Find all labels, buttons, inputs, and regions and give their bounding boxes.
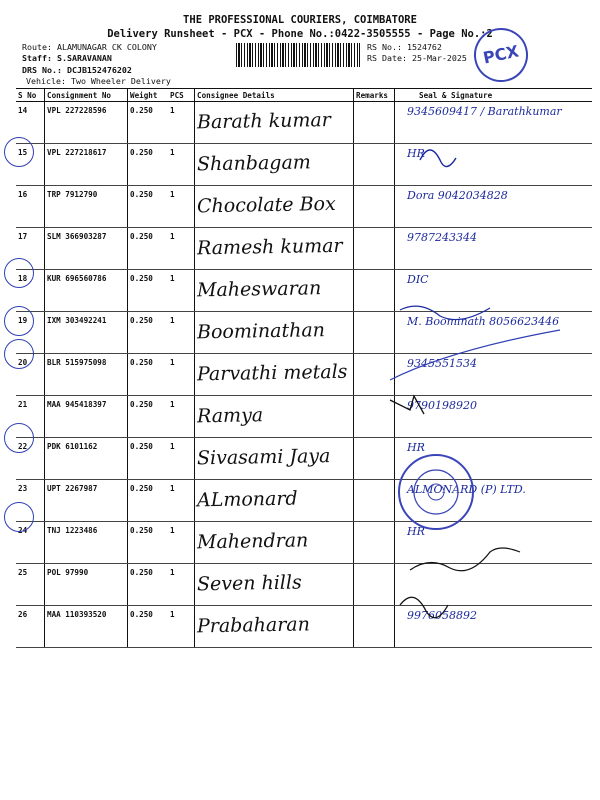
- row-pcs-text: 1: [170, 148, 175, 157]
- row-pcs: [168, 312, 195, 354]
- row-sno-text: 20: [18, 358, 28, 367]
- row-consignee: [195, 606, 354, 648]
- row-sno-text: 15: [18, 148, 28, 157]
- row-consignee: [195, 564, 354, 606]
- row-consignee-text: Ramesh kumar: [196, 234, 343, 260]
- row-consignee: [195, 522, 354, 564]
- row-weight-text: 0.250: [130, 190, 153, 199]
- row-pcs: [168, 480, 195, 522]
- row-consignee: [195, 438, 354, 480]
- route-label: Route: ALAMUNAGAR CK COLONY: [22, 42, 157, 52]
- pcx-stamp-text: PCX: [481, 41, 521, 68]
- row-consignment-no-text: BLR 515975098: [47, 358, 107, 367]
- tick-circle: [4, 502, 34, 532]
- row-pcs: [168, 354, 195, 396]
- drs-label: DRS No.: DCJB152476202: [22, 65, 132, 75]
- row-consignee: [195, 480, 354, 522]
- row-consignee-text: Shanbagam: [196, 151, 312, 176]
- row-seal-signature-text: Dora 9042034828: [407, 189, 508, 202]
- row-consignee-text: Boominathan: [196, 319, 326, 344]
- col-weight: Weight: [128, 89, 169, 102]
- row-consignee-text: Seven hills: [196, 571, 302, 596]
- row-sno-text: 26: [18, 610, 28, 619]
- row-consignment-no-text: PDK 6101162: [47, 442, 98, 451]
- row-pcs-text: 1: [170, 316, 175, 325]
- row-sno-text: 23: [18, 484, 28, 493]
- barcode: [236, 43, 360, 67]
- row-pcs-text: 1: [170, 526, 175, 535]
- row-weight-text: 0.250: [130, 232, 153, 241]
- row-consignment-no-text: SLM 366903287: [47, 232, 107, 241]
- row-seal-signature-text: HR: [407, 147, 425, 160]
- col-remarks: Remarks: [354, 89, 395, 102]
- row-weight-text: 0.250: [130, 610, 153, 619]
- row-weight: [128, 564, 169, 606]
- row-pcs: [168, 102, 195, 144]
- row-sno: [16, 564, 45, 606]
- row-consignee-text: Parvathi metals: [196, 360, 348, 386]
- row-pcs: [168, 396, 195, 438]
- staff-label: Staff: S.SARAVANAN: [22, 53, 112, 63]
- row-seal-signature-text: M. Boominath 8056623446: [407, 315, 560, 328]
- row-weight-text: 0.250: [130, 526, 153, 535]
- row-consignment-no-text: VPL 227218617: [47, 148, 107, 157]
- row-consignee: [195, 270, 354, 312]
- row-consignment-no-text: POL 97990: [47, 568, 89, 577]
- row-consignment-no: [45, 522, 128, 564]
- row-sno: [16, 606, 45, 648]
- tick-circle: [4, 137, 34, 167]
- row-consignment-no: [45, 144, 128, 186]
- row-consignment-no: [45, 228, 128, 270]
- row-pcs: [168, 564, 195, 606]
- row-weight: [128, 270, 169, 312]
- row-consignee-text: ALmonard: [196, 487, 298, 512]
- row-consignment-no: [45, 396, 128, 438]
- row-consignment-no: [45, 606, 128, 648]
- row-consignee-text: Chocolate Box: [196, 192, 336, 218]
- row-pcs-text: 1: [170, 274, 175, 283]
- row-sno-text: 18: [18, 274, 28, 283]
- row-pcs-text: 1: [170, 610, 175, 619]
- row-weight: [128, 606, 169, 648]
- tick-circle: [4, 306, 34, 336]
- row-consignee: [195, 396, 354, 438]
- row-weight: [128, 480, 169, 522]
- col-seal-signature: Seal & Signature: [395, 89, 593, 102]
- row-consignee-text: Sivasami Jaya: [196, 445, 331, 470]
- row-seal-signature-text: HR: [407, 441, 425, 454]
- row-consignment-no-text: KUR 696560786: [47, 274, 107, 283]
- col-pcs: PCS: [168, 89, 195, 102]
- row-weight-text: 0.250: [130, 274, 153, 283]
- row-pcs-text: 1: [170, 442, 175, 451]
- row-pcs-text: 1: [170, 400, 175, 409]
- row-consignment-no-text: MAA 945418397: [47, 400, 107, 409]
- vehicle-label: Vehicle: Two Wheeler Delivery: [26, 76, 171, 86]
- row-pcs: [168, 270, 195, 312]
- company-name: THE PROFESSIONAL COURIERS, COIMBATORE: [183, 14, 417, 26]
- row-seal-signature-text: 9976058892: [407, 609, 477, 622]
- row-weight: [128, 312, 169, 354]
- row-pcs: [168, 186, 195, 228]
- row-consignee: [195, 228, 354, 270]
- row-consignment-no: [45, 102, 128, 144]
- row-consignment-no-text: MAA 110393520: [47, 610, 107, 619]
- row-weight: [128, 228, 169, 270]
- row-consignee: [195, 144, 354, 186]
- tick-circle: [4, 339, 34, 369]
- row-weight: [128, 396, 169, 438]
- row-pcs: [168, 606, 195, 648]
- col-consignee: Consignee Details: [195, 89, 354, 102]
- row-seal-signature-text: 9787243344: [407, 231, 477, 244]
- row-seal-signature-text: ALMONARD (P) LTD.: [407, 483, 526, 496]
- row-consignee: [195, 312, 354, 354]
- row-sno-text: 16: [18, 190, 28, 199]
- row-pcs-text: 1: [170, 484, 175, 493]
- row-weight: [128, 522, 169, 564]
- row-consignment-no-text: IXM 303492241: [47, 316, 107, 325]
- row-pcs: [168, 228, 195, 270]
- row-pcs-text: 1: [170, 106, 175, 115]
- row-consignment-no: [45, 312, 128, 354]
- rs-date: RS Date: 25-Mar-2025: [367, 53, 467, 63]
- row-seal-signature-text: DIC: [407, 273, 429, 286]
- row-sno-text: 17: [18, 232, 28, 241]
- row-consignee: [195, 102, 354, 144]
- row-consignee-text: Maheswaran: [196, 277, 322, 302]
- row-weight-text: 0.250: [130, 568, 153, 577]
- row-consignee: [195, 354, 354, 396]
- row-consignment-no: [45, 354, 128, 396]
- row-consignment-no-text: TRP 7912790: [47, 190, 98, 199]
- row-consignee-text: Mahendran: [196, 529, 309, 554]
- row-seal-signature-text: 9790198920: [407, 399, 477, 412]
- row-pcs: [168, 144, 195, 186]
- row-consignee-text: Ramya: [196, 404, 264, 428]
- col-consignment: Consignment No: [45, 89, 128, 102]
- row-consignee-text: Barath kumar: [196, 109, 331, 134]
- runsheet-title: Delivery Runsheet - PCX - Phone No.:0422-3505555 - Page No.:2: [107, 28, 493, 40]
- tick-circle: [4, 423, 34, 453]
- row-weight: [128, 102, 169, 144]
- row-consignment-no: [45, 186, 128, 228]
- row-sno: [16, 186, 45, 228]
- row-sno-text: 22: [18, 442, 28, 451]
- row-pcs-text: 1: [170, 358, 175, 367]
- row-weight-text: 0.250: [130, 316, 153, 325]
- ink-scribbles: [380, 100, 580, 640]
- row-pcs: [168, 522, 195, 564]
- row-consignment-no: [45, 564, 128, 606]
- row-pcs-text: 1: [170, 190, 175, 199]
- row-sno-text: 24: [18, 526, 28, 535]
- row-weight-text: 0.250: [130, 358, 153, 367]
- row-seal-signature-text: 9345551534: [407, 357, 477, 370]
- row-weight-text: 0.250: [130, 484, 153, 493]
- rs-number: RS No.: 1524762: [367, 42, 442, 52]
- row-sno-text: 25: [18, 568, 28, 577]
- row-pcs-text: 1: [170, 232, 175, 241]
- row-consignment-no-text: UPT 2267987: [47, 484, 98, 493]
- row-sno-text: 21: [18, 400, 28, 409]
- row-consignment-no: [45, 270, 128, 312]
- row-sno-text: 19: [18, 316, 28, 325]
- row-consignment-no-text: VPL 227228596: [47, 106, 107, 115]
- row-consignee-text: Prabaharan: [196, 613, 311, 638]
- row-pcs: [168, 438, 195, 480]
- row-weight: [128, 354, 169, 396]
- row-consignment-no-text: TNJ 1223486: [47, 526, 98, 535]
- row-weight: [128, 186, 169, 228]
- row-consignment-no: [45, 438, 128, 480]
- row-consignment-no: [45, 480, 128, 522]
- row-weight: [128, 144, 169, 186]
- row-consignee: [195, 186, 354, 228]
- row-weight: [128, 438, 169, 480]
- row-seal-signature-text: HR: [407, 525, 425, 538]
- col-sno: S No: [16, 89, 45, 102]
- row-weight-text: 0.250: [130, 442, 153, 451]
- row-seal-signature-text: 9345609417 / Barathkumar: [407, 105, 562, 118]
- row-pcs-text: 1: [170, 568, 175, 577]
- row-weight-text: 0.250: [130, 106, 153, 115]
- tick-circle: [4, 258, 34, 288]
- row-sno-text: 14: [18, 106, 28, 115]
- row-weight-text: 0.250: [130, 400, 153, 409]
- row-weight-text: 0.250: [130, 148, 153, 157]
